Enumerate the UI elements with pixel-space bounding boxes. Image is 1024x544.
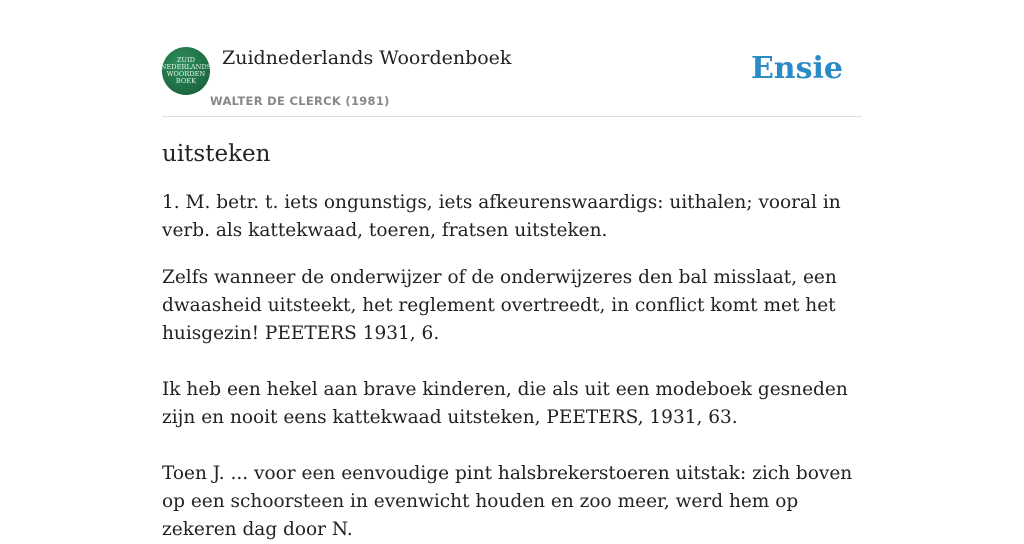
- page: [162, 0, 862, 544]
- entry-example: Zelfs wanneer de onderwijzer of de onderwijzeres den bal misslaat, een dwaasheid uitsteekt, het reglement overtreedt, in conflict komt met het huisgezin! PEETERS 1931, 6.: [162, 267, 837, 344]
- entry-example: Toen J. ... voor een eenvoudige pint halsbrekerstoeren uitstak: zich boven op een schoorsteen in evenwicht houden en zoo meer, werd hem op zekeren dag door N.: [162, 463, 853, 540]
- logo-line: ZUID: [176, 56, 196, 64]
- book-title-link[interactable]: Zuidnederlands Woordenboek: [222, 47, 512, 69]
- entry-headword: uitsteken: [162, 141, 271, 167]
- book-header: [162, 0, 862, 117]
- logo-line: WOORDEN: [166, 70, 206, 78]
- book-logo[interactable]: [162, 47, 210, 95]
- entry-definition: 1. M. betr. t. iets ongunstigs, iets afkeurenswaardigs: uithalen; vooral in verb. als kattekwaad, toeren, fratsen uitsteken.: [162, 192, 841, 241]
- logo-line: NEDERLANDS: [160, 63, 212, 71]
- logo-line: BOEK: [175, 77, 197, 85]
- book-author: WALTER DE CLERCK (1981): [210, 94, 390, 108]
- ensie-logo-link[interactable]: Ensie: [750, 51, 843, 86]
- entry-example: Ik heb een hekel aan brave kinderen, die als uit een modeboek gesneden zijn en nooit eens kattekwaad uitsteken, PEETERS, 1931, 63.: [162, 379, 848, 428]
